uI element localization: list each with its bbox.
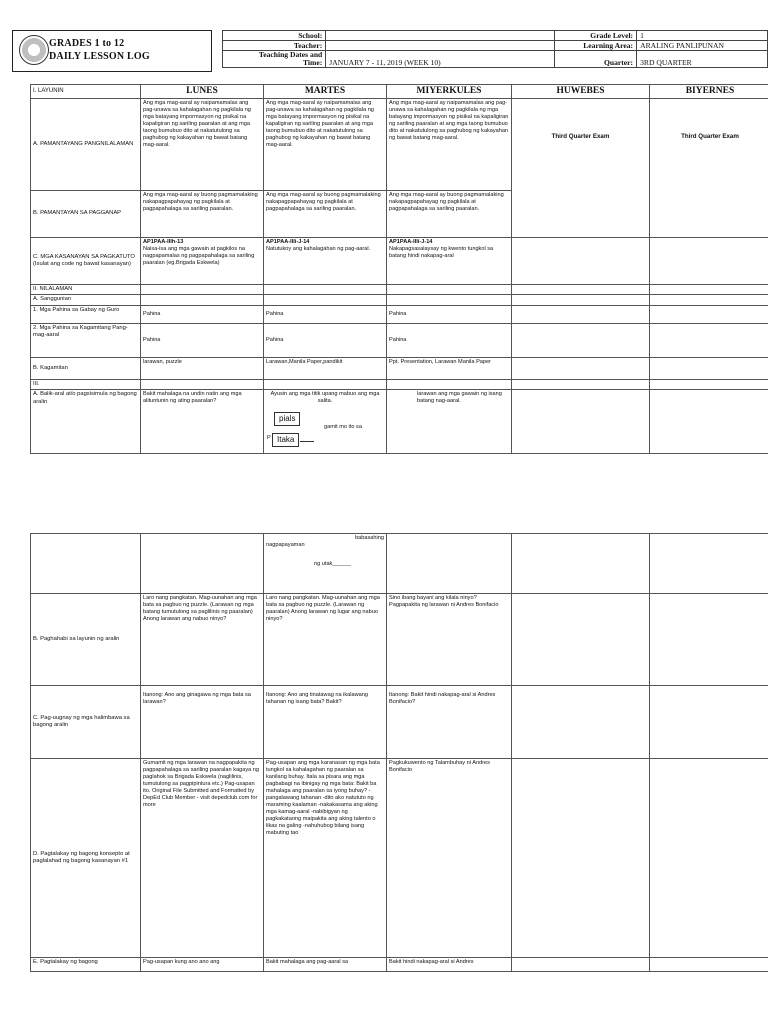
row-label-pamantayang-pangnilalaman: A. PAMANTAYANG PANGNILALAMAN	[31, 99, 141, 191]
cell-kagamitan-lunes: larawan, puzzle	[141, 357, 264, 379]
cell-kagamitan-martes: Larawan,Manila Paper,pandikit	[264, 357, 387, 379]
grade-level-value: 1	[637, 31, 768, 41]
cell-text: Ang mga mag-aaral ay naipamamalas ang pag-unawa sa kahalagahan ng pagkilala ng mga batayang impormasyon ng pisikal na kapaligiran ng sariling paaralan at ang mga taong bumubuo dito at nakatutulong sa paghubog ng kakayahan ng bawat batang mag-aaral.	[387, 99, 512, 191]
cell-text: Bakit mahalaga ang pag-aaral sa	[264, 958, 387, 972]
row-label-iii: III.	[31, 379, 141, 389]
row-label-pamantayan-sa-pagganap: B. PAMANTAYAN SA PAGGANAP	[31, 191, 141, 238]
row-label-nilalaman: II. NILALAMAN	[31, 285, 141, 295]
cell-pagtalakay-miyerkules: Pagkukuwento ng Talambuhay ni Andres Bonifacio	[387, 759, 512, 958]
teaching-dates-value: JANUARY 7 - 11, 2019 (WEEK 10)	[326, 51, 555, 68]
cell-pahina: Pahina	[141, 323, 264, 357]
document-title: GRADES 1 to 12 DAILY LESSON LOG	[49, 38, 150, 62]
learning-area-value: ARALING PANLIPUNAN	[637, 41, 768, 51]
column-header-miyerkules: MIYERKULES	[387, 85, 512, 99]
teacher-label: Teacher:	[223, 41, 326, 51]
learning-area-label: Learning Area:	[555, 41, 637, 51]
lesson-table-page2	[30, 533, 768, 972]
column-header-martes: MARTES	[264, 85, 387, 99]
row-label-paghahabi: B. Paghahabi sa layunin ng aralin	[31, 594, 141, 686]
scrambled-word-box: Itaka	[272, 433, 299, 447]
blank-line	[300, 441, 314, 442]
cell-competency: AP1PAA-IIIi-J-14 Nakapagsasalaysay ng kwento tungkol sa batang hindi nakapag-aral	[387, 238, 512, 285]
third-quarter-exam-biyernes: Third Quarter Exam	[650, 99, 768, 238]
header-info-table	[222, 30, 768, 68]
row-label-pagtalakay-1: D. Pagtalakay ng bagong konsepto at paglalahad ng bagong kasanayan #1	[31, 759, 141, 958]
cell-pahina: Pahina	[387, 305, 512, 323]
cell-kagamitan-miyerkules: Ppt. Presentation, Larawan Manila Paper	[387, 357, 512, 379]
cell-text: Bakit hindi nakapag-aral si Andres	[387, 958, 512, 972]
cell-competency: AP1PAA-IIIi-J-14 Natutukoy ang kahalagahan ng pag-aaral.	[264, 238, 387, 285]
cell-empty	[512, 238, 650, 285]
row-label-sanggunian: A. Sanggunian	[31, 295, 141, 305]
row-label-gabay-ng-guro: 1. Mga Pahina sa Gabay ng Guro	[31, 305, 141, 323]
cell-paghahabi-lunes: Laro nang pangkatan. Mag-uunahan ang mga bata sa pagbuo ng puzzle. (Larawan ng mga batang tumutulong sa paglilinis ng paaralan) Anong larawan ang nabuo ninyo?	[141, 594, 264, 686]
cell-pahina: Pahina	[141, 305, 264, 323]
cell-text: Ang mga mag-aaral ay buong pagmamalaking nakapagpapahayag ng pagkilala at pagpapahalaga sa sariling paaralan.	[141, 191, 264, 238]
cell-empty	[141, 534, 264, 594]
cell-empty	[650, 238, 768, 285]
cell-competency: AP1PAA-IIIh-13 Naisa-isa ang mga gawain at pagkilos na nagpapamalas ng pagpapahalaga sa sariling paaralan (eg.Brigada Eskwela)	[141, 238, 264, 285]
column-header-layunin: I. LAYUNIN	[31, 85, 141, 99]
school-label: School:	[223, 31, 326, 41]
cell-balik-aral-martes: Ayusin ang mga titik upang mabuo ang mga salita. pials gamit mo ito sa P Itaka	[264, 390, 387, 454]
lesson-log-header	[12, 30, 768, 72]
cell-paghahabi-martes: Laro nang pangkatan. Mag-uunahan ang mga bata sa pagbuo ng puzzle. (Larawan ng paaralan) Anong larawan ng lugar ang nabuo ninyo?	[264, 594, 387, 686]
deped-seal-icon	[19, 35, 49, 65]
teacher-value	[326, 41, 555, 51]
column-header-huwebes: HUWEBES	[512, 85, 650, 99]
cell-pahina: Pahina	[387, 323, 512, 357]
cell-text: Ang mga mag-aaral ay naipamamalas ang pag-unawa sa kahalagahan ng pagkilala ng mga batayang impormasyon ng pisikal na kapaligiran ng sariling paaralan at ang mga taong bumubuo dito at nakatutulong sa paghubog ng kakayahan ng bawat batang mag-aaral.	[141, 99, 264, 191]
grade-level-label: Grade Level:	[555, 31, 637, 41]
logo-box	[12, 30, 212, 72]
cell-pahina: Pahina	[264, 323, 387, 357]
quarter-value: 3RD QUARTER	[637, 51, 768, 68]
row-label-kagamitang-pang-mag-aaral: 2. Mga Pahina sa Kagamitang Pang-mag-aaral	[31, 323, 141, 357]
cell-text: Ang mga mag-aaral ay buong pagmamalaking nakapagpapahayag ng pagkilala at pagpapahalaga sa sariling paaralan.	[264, 191, 387, 238]
cell-pahina: Pahina	[264, 305, 387, 323]
cell-text: Ang mga mag-aaral ay buong pagmamalaking nakapagpapahayag ng pagkilala at pagpapahalaga sa sariling paaralan.	[387, 191, 512, 238]
cell-text: Pag-usapan kung ano ano ang	[141, 958, 264, 972]
cell-balik-aral-miyerkules: larawan ang mga gawain ng isang batang nag-aaral.	[387, 390, 512, 454]
row-label-kagamitan: B. Kagamitan	[31, 357, 141, 379]
cell-balik-aral-lunes: Bakit mahalaga na undin natin ang mga alituntunin ng ating paaralan?	[141, 390, 264, 454]
cell-pagtalakay-lunes: Gumamit ng mga larawan na nagpapakita ng pagpapahalaga sa sariling paaralan kagaya ng paglahok sa Brigada Eskwela (naglilinis, tumutulong sa pagpipintura etc.) Pag-usapan ito. Original File Submitted and Formatted by DepEd Club Member - visit depedclub.com for more	[141, 759, 264, 958]
teaching-dates-label: Teaching Dates and Time:	[223, 51, 326, 68]
cell-note: gamit mo ito sa	[324, 424, 362, 431]
school-value	[326, 31, 555, 41]
cell-text: Ang mga mag-aaral ay naipamamalas ang pag-unawa sa kahalagahan ng pagkilala ng mga batayang impormasyon ng pisikal na kapaligiran ng sariling paaralan at ang mga taong bumubuo dito at nakatutulong sa paghubog ng kakayahan ng bawat batang mag-aaral.	[264, 99, 387, 191]
lesson-table-page1	[30, 84, 768, 454]
row-label-pagtalakay-2: E. Pagtalakay ng bagong	[31, 958, 141, 972]
column-header-lunes: LUNES	[141, 85, 264, 99]
scrambled-word-box: pials	[274, 412, 300, 426]
row-label-balik-aral: A. Balik-aral at/o pagsisimula ng bagong aralin	[31, 390, 141, 454]
third-quarter-exam-huwebes: Third Quarter Exam	[512, 99, 650, 238]
row-label-kasanayan: C. MGA KASANAYAN SA PAGKATUTO (Isulat ang code ng bawat kasanayan)	[31, 238, 141, 285]
cell-pagtalakay-martes: Pag-usapan ang mga karanasan ng mga bata tungkol sa kahalagahan ng paaralan sa kanilang buhay. Itala sa pisara ang mga pagbabagi na ibinigay ng mga bata: Bakit ba mahalaga ang paaralan sa iyong buhay? -pangalawang tahanan -dito ako natututo ng maraming kaalaman -nakakasama ang aking mga kamag-aaral -nabibigyan ng pagkakataong maipakita ang aking talento o likas na galing -nahuhubog bilang isang mabuting tao	[264, 759, 387, 958]
cell-pag-uugnay-martes: Itanong: Ano ang tinatawag na ikalawang tahanan ng isang bata? Bakit?	[264, 686, 387, 759]
cell-continued-martes: babasahing nagpapayaman ng utak______	[264, 534, 387, 594]
cell-paghahabi-miyerkules: Sino ibang bayani ang kilala ninyo? Pagpapakita ng larawan ni Andres Bonifacio	[387, 594, 512, 686]
column-header-biyernes: BIYERNES	[650, 85, 768, 99]
cell-note-letter: P	[267, 435, 271, 442]
cell-pag-uugnay-miyerkules: Itanong: Bakit hindi nakapag-aral si Andres Bonifacio?	[387, 686, 512, 759]
quarter-label: Quarter:	[555, 51, 637, 68]
cell-empty	[31, 534, 141, 594]
cell-pag-uugnay-lunes: Itanong: Ano ang ginagawa ng mga bata sa larawan?	[141, 686, 264, 759]
row-label-pag-uugnay: C. Pag-uugnay ng mga halimbawa sa bagong aralin	[31, 686, 141, 759]
